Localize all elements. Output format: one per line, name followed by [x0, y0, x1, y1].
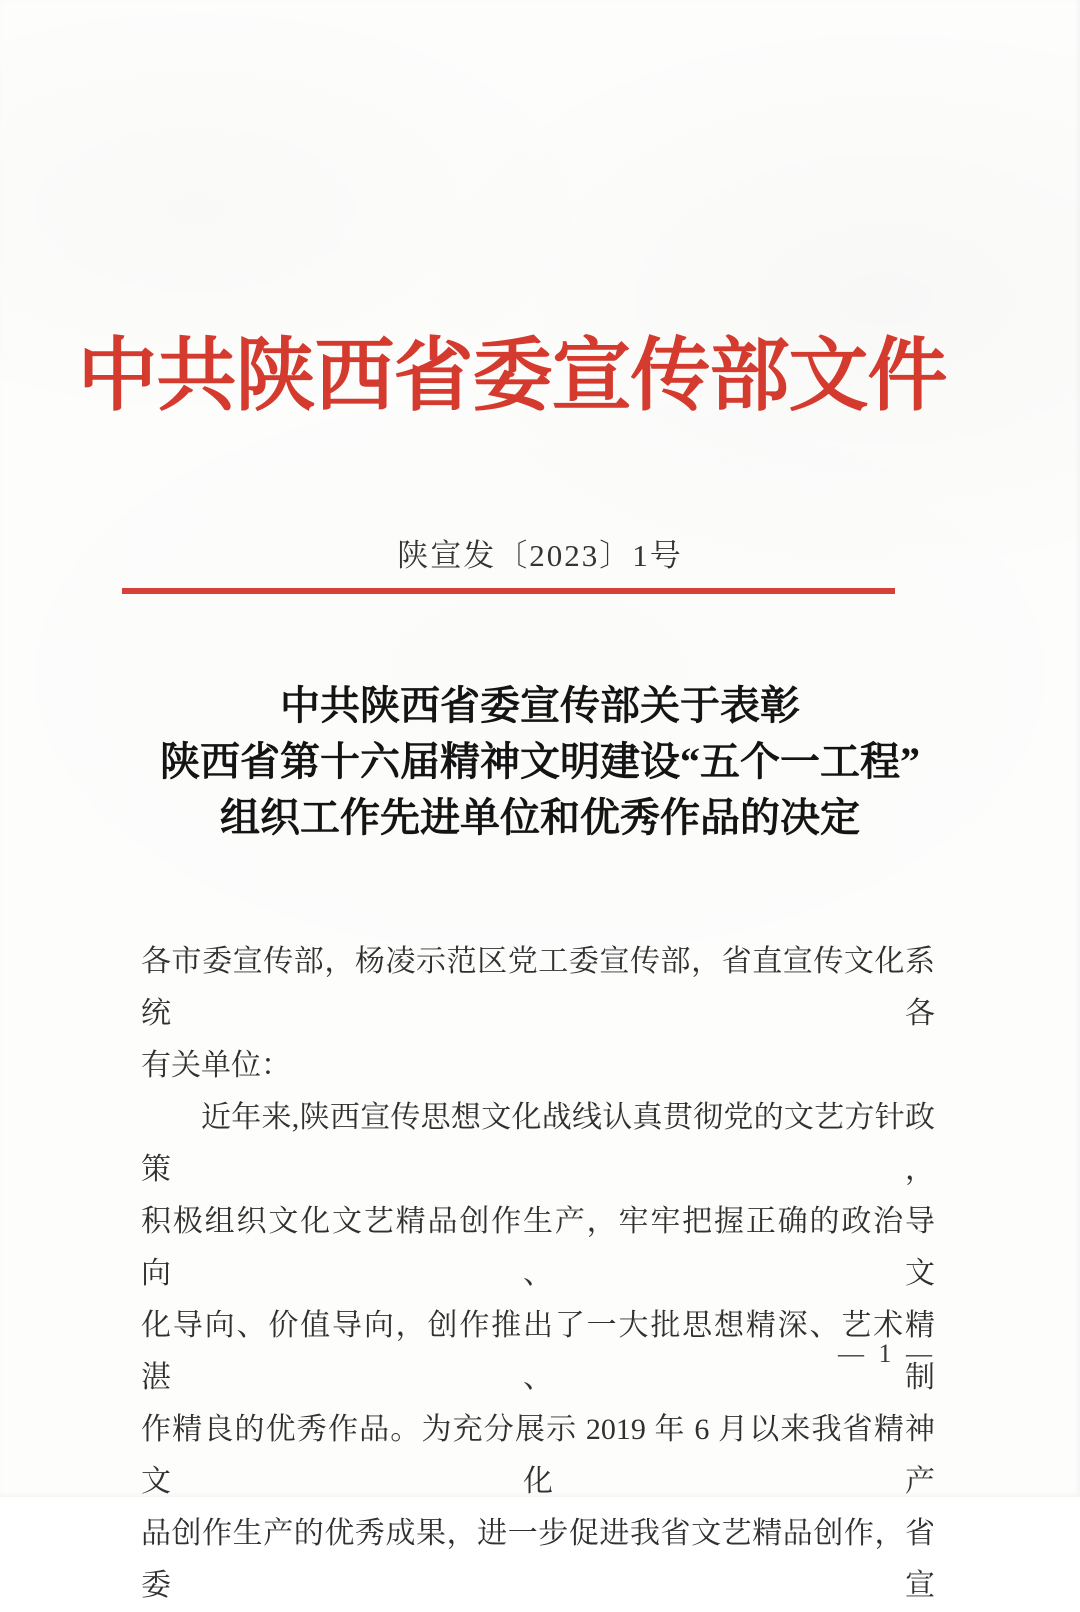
paragraph-line-5: 品创作生产的优秀成果，进一步促进我省文艺精品创作，省委宣	[141, 1517, 935, 1602]
document-title	[0, 678, 1080, 846]
salutation-line-1: 各市委宣传部，杨凌示范区党工委宣传部，省直宣传文化系统各	[141, 945, 935, 1030]
paragraph-line-3: 化导向、价值导向，创作推出了一大批思想精深、艺术精湛、制	[141, 1309, 935, 1394]
document-title-line-3: 组织工作先进单位和优秀作品的决定	[220, 795, 860, 840]
page-number: — 1 —	[838, 1339, 936, 1368]
document-number: 陕宣发〔2023〕1号	[397, 538, 683, 573]
document-title-line-2: 陕西省第十六届精神文明建设“五个一工程”	[160, 739, 920, 784]
body-text	[141, 936, 935, 1612]
letterhead-title: 中共陕西省委宣传部文件	[77, 333, 947, 421]
paragraph-line-1: 近年来,陕西宣传思想文化战线认真贯彻党的文艺方针政策，	[141, 1101, 935, 1186]
red-divider-rule	[122, 588, 895, 594]
document-title-line-1: 中共陕西省委宣传部关于表彰	[280, 683, 800, 728]
paragraph-line-4: 作精良的优秀作品。为充分展示 2019 年 6 月以来我省精神文化产	[141, 1413, 935, 1498]
paragraph-line-2: 积极组织文化文艺精品创作生产，牢牢把握正确的政治导向、文	[141, 1205, 935, 1290]
salutation-line-2: 有关单位：	[141, 1049, 291, 1082]
